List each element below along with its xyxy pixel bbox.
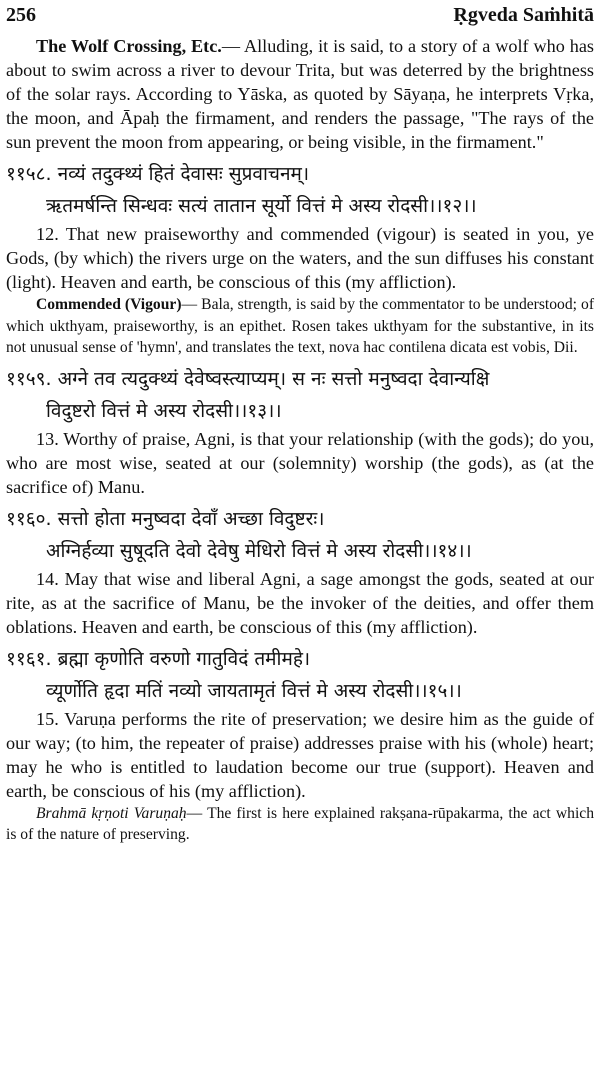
sanskrit-verse-1160-line2: अग्निर्हव्या सुषूदति देवो देवेषु मेधिरो वित्तं मे अस्य रोदसी।।१४।। <box>46 539 472 562</box>
sanskrit-verse-1159-line2: विदुष्टरो वित्तं मे अस्य रोदसी।।१३।। <box>46 399 282 422</box>
sanskrit-verse-1160-line1: ११६०. सत्तो होता मनुष्वदा देवाँ अच्छा विदुष्टरः। <box>6 507 325 530</box>
translation-verse-14: 14. May that wise and liberal Agni, a sage amongst the gods, seated at our rite, as at the sacrifice of Manu, be the invoker of the deities, and offer them oblations. Heaven and earth, be conscious of this (my affliction). <box>6 568 594 637</box>
translation-verse-12: 12. That new praiseworthy and commended (vigour) is seated in you, ye Gods, (by which) the rivers urge on the waters, and the sun diffuses his constant (light). Heaven and earth, be conscious of this (my affliction). <box>6 224 594 292</box>
page-number: 256 <box>6 4 36 26</box>
commentary-separator: — <box>186 804 208 822</box>
sanskrit-verse-1158-line1: ११५८. नव्यं तदुक्थ्यं हितं देवासः सुप्रवाचनम्। <box>6 163 310 185</box>
commentary-heading: Commended (Vigour) <box>36 296 182 313</box>
commentary-text: Alluding, it is said, to a story of a wolf who has about to swim across a river to devour Trita, but was deterred by the brightness of the solar rays. According to Yāska, as quoted by Sāyaṇa, he interprets Vṛka, the moon, and Āpaḥ the firmament, and renders the passage, "The rays of the sun prevent the moon from appearing, or being visible, in the firmament." <box>6 36 594 152</box>
commentary-text: The first is here explained rakṣana-rūpakarma, the act which is of the nature of preserving. <box>6 804 595 843</box>
page-header <box>6 4 594 34</box>
sanskrit-verse-1158-line2: ऋतमर्षन्ति सिन्धवः सत्यं तातान सूर्यो वित्तं मे अस्य रोदसी।।१२।। <box>46 195 477 217</box>
commentary-separator: — <box>221 36 244 56</box>
commentary-separator: — <box>181 296 202 313</box>
running-title: Ṛgveda Saṁhitā <box>453 4 594 26</box>
sanskrit-verse-1161-line1: ११६१. ब्रह्मा कृणोति वरुणो गातुविदं तमीमहे। <box>6 647 311 670</box>
translation-verse-15: 15. Varuṇa performs the rite of preservation; we desire him as the guide of our way; (to him, the repeater of praise) addresses praise with his (whole) heart; may he who is entitled to laudation become our true (support). Heaven and earth, be conscious of his (my affliction). <box>6 708 594 801</box>
commentary-text: Bala, strength, is said by the commentator to be understood; of which ukthyam, praiseworthy, is an epithet. Rosen takes ukthyam for the substantive, in its not unusual sense of 'hymn', and translates the text, nova hac contilena dicata est vobis, Dii. <box>6 296 595 356</box>
translation-verse-13: 13. Worthy of praise, Agni, is that your relationship (with the gods); do you, who are most wise, seated at our (solemnity) worship (the gods), as (at the sacrifice of) Manu. <box>6 428 594 497</box>
sanskrit-verse-1161-line2: व्यूर्णोति हृदा मतिं नव्यो जायतामृतं वित्तं मे अस्य रोदसी।।१५।। <box>46 679 462 702</box>
commentary-heading: The Wolf Crossing, Etc. <box>36 36 222 56</box>
sanskrit-verse-1159-line1: ११५९. अग्ने तव त्यदुक्थ्यं देवेष्वस्त्याप्यम्। स नः सत्तो मनुष्वदा देवान्यक्षि <box>6 367 490 390</box>
commentary-wolf-crossing <box>6 34 594 154</box>
commentary-heading: Brahmā kṛṇoti Varuṇaḥ <box>36 804 187 822</box>
commentary-brahma-krnoti <box>6 803 594 846</box>
commentary-commended-vigour <box>6 294 594 359</box>
